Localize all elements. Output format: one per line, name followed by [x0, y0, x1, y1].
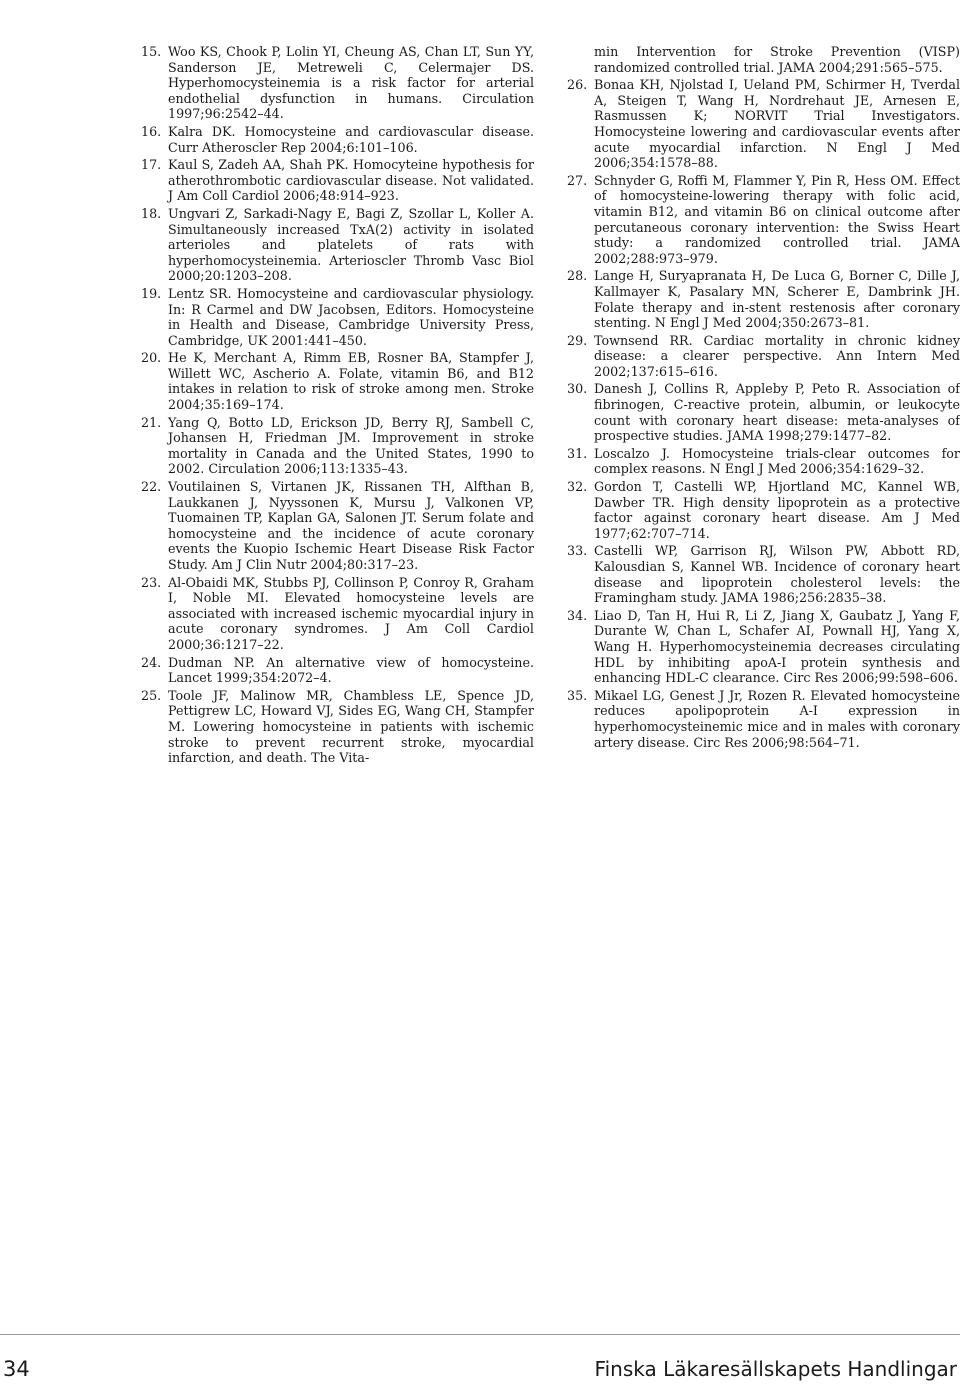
reference-text: Liao D, Tan H, Hui R, Li Z, Jiang X, Gaubatz J, Yang F, Durante W, Chan L, Schafer AI, Pownall HJ, Yang X, Wang H. Hyperhomocysteinemia decreases circulating HDL by inhibiting apoA-I protein synthesis and enhancing HDL-C clearance. Circ Res 2006;99:598–606. — [594, 607, 960, 686]
reference-text: Ungvari Z, Sarkadi-Nagy E, Bagi Z, Szollar L, Koller A. Simultaneously increased TxA(2) activity in isolated arterioles and platelets of rats with hyperhomocysteinemia. Arterioscler Thromb Vasc Biol 2000;20:1203–208. — [168, 205, 534, 284]
page-number: 34 — [3, 1357, 30, 1381]
reference-item — [567, 77, 960, 171]
reference-number: 16. — [141, 123, 162, 139]
reference-text: Mikael LG, Genest J Jr, Rozen R. Elevated homocysteine reduces apolipoprotein A-I expression in hyperhomocysteinemic mice and in males with coronary artery disease. Circ Res 2006;98:564–71. — [594, 687, 960, 750]
reference-text: Dudman NP. An alternative view of homocysteine. Lancet 1999;354:2072–4. — [168, 654, 534, 686]
reference-text: Voutilainen S, Virtanen JK, Rissanen TH, Alfthan B, Laukkanen J, Nyyssonen K, Mursu J, Valkonen VP, Tuomainen TP, Kaplan GA, Salonen JT. Serum folate and homocysteine and the incidence of acute coronary events the Kuopio Ischemic Heart Disease Risk Factor Study. Am J Clin Nutr 2004;80:317–23. — [168, 479, 534, 572]
reference-item — [141, 655, 534, 686]
references-left-column — [141, 44, 534, 768]
reference-item — [567, 543, 960, 605]
reference-item — [141, 124, 534, 155]
reference-text: Al-Obaidi MK, Stubbs PJ, Collinson P, Conroy R, Graham I, Noble MI. Elevated homocysteine levels are associated with increased ischemic myocardial injury in acute coronary syndromes. J Am Coll Cardiol 2000;36:1217–22. — [168, 574, 534, 652]
reference-text: Loscalzo J. Homocysteine trials-clear outcomes for complex reasons. N Engl J Med 2006;354:1629–32. — [594, 445, 960, 477]
reference-number: 19. — [141, 285, 162, 301]
reference-number: 24. — [141, 654, 162, 670]
reference-number: 31. — [567, 445, 588, 461]
reference-item — [141, 575, 534, 653]
reference-number: 35. — [567, 687, 588, 703]
reference-text: Townsend RR. Cardiac mortality in chronic kidney disease: a clearer perspective. Ann Intern Med 2002;137:615–616. — [594, 332, 960, 379]
reference-number: 32. — [567, 479, 588, 495]
reference-item — [567, 173, 960, 267]
reference-item — [567, 479, 960, 541]
reference-text: He K, Merchant A, Rimm EB, Rosner BA, Stampfer J, Willett WC, Ascherio A. Folate, vitamin B6, and B12 intakes in relation to risk of stroke among men. Stroke 2004;35:169–174. — [168, 350, 534, 413]
reference-number: 18. — [141, 205, 162, 221]
reference-item — [141, 688, 534, 766]
reference-text: Bonaa KH, Njolstad I, Ueland PM, Schirmer H, Tverdal A, Steigen T, Wang H, Nordrehaut JE, Arnesen E, Rasmussen K; NORVIT Trial Investigators. Homocysteine lowering and cardiovascular events after acute myocardial infarction. N Engl J Med 2006;354:1578–88. — [594, 77, 960, 171]
reference-number: 21. — [141, 414, 162, 430]
reference-number: 28. — [567, 268, 588, 284]
reference-number: 27. — [567, 172, 588, 188]
reference-item — [141, 479, 534, 573]
reference-number: 22. — [141, 479, 162, 495]
reference-item — [567, 268, 960, 330]
reference-item — [141, 286, 534, 348]
reference-number: 33. — [567, 543, 588, 559]
reference-number: 34. — [567, 607, 588, 623]
reference-text: Castelli WP, Garrison RJ, Wilson PW, Abbott RD, Kalousdian S, Kannel WB. Incidence of coronary heart disease and lipoprotein cholesterol levels: the Framingham study. JAMA 1986;256:2835–38. — [594, 543, 960, 606]
reference-text: Lentz SR. Homocysteine and cardiovascular physiology. In: R Carmel and DW Jacobsen, Editors. Homocysteine in Health and Disease, Cambridge University Press, Cambridge, UK 2001:441–450. — [168, 285, 534, 348]
reference-item — [567, 446, 960, 477]
reference-number: 17. — [141, 157, 162, 173]
reference-number: 23. — [141, 574, 162, 590]
reference-number: 30. — [567, 381, 588, 397]
reference-item — [141, 415, 534, 477]
reference-number: 20. — [141, 350, 162, 366]
reference-text: Kalra DK. Homocysteine and cardiovascular disease. Curr Atheroscler Rep 2004;6:101–106. — [168, 123, 534, 155]
reference-number: 15. — [141, 44, 162, 59]
reference-item — [141, 157, 534, 204]
reference-item — [567, 333, 960, 380]
reference-item — [567, 608, 960, 686]
journal-name: Finska Läkaresällskapets Handlingar — [594, 1357, 957, 1381]
reference-item — [567, 688, 960, 750]
reference-text: Kaul S, Zadeh AA, Shah PK. Homocyteine hypothesis for atherothrombotic cardiovascular disease. Not validated. J Am Coll Cardiol 2006;48:914–923. — [168, 157, 534, 204]
reference-continuation: min Intervention for Stroke Prevention (VISP) randomized controlled trial. JAMA 2004;291:565–575. — [594, 44, 960, 75]
reference-item — [141, 44, 534, 122]
reference-number: 29. — [567, 332, 588, 348]
reference-text: Lange H, Suryapranata H, De Luca G, Borner C, Dille J, Kallmayer K, Pasalary MN, Scherer E, Dambrink JH. Folate therapy and in-stent restenosis after coronary stenting. N Engl J Med 2004;350:2673–81. — [594, 268, 960, 331]
reference-number: 25. — [141, 687, 162, 703]
reference-text: Gordon T, Castelli WP, Hjortland MC, Kannel WB, Dawber TR. High density lipoprotein as a protective factor against coronary heart disease. Am J Med 1977;62:707–714. — [594, 479, 960, 541]
reference-text: Yang Q, Botto LD, Erickson JD, Berry RJ, Sambell C, Johansen H, Friedman JM. Improvement in stroke mortality in Canada and the United States, 1990 to 2002. Circulation 2006;113:1335–43. — [168, 414, 534, 477]
footer-divider — [0, 1334, 960, 1335]
reference-text: Schnyder G, Roffi M, Flammer Y, Pin R, Hess OM. Effect of homocysteine-lowering therapy with folic acid, vitamin B12, and vitamin B6 on clinical outcome after percutaneous coronary intervention: the Swiss Heart study: a randomized controlled trial. JAMA 2002;288:973–979. — [594, 172, 960, 266]
reference-number: 26. — [567, 77, 588, 93]
reference-item — [141, 206, 534, 284]
reference-text: Danesh J, Collins R, Appleby P, Peto R. Association of fibrinogen, C-reactive protein, albumin, or leukocyte count with coronary heart disease: meta-analyses of prospective studies. JAMA 1998;279:1477–82. — [594, 381, 960, 444]
reference-text: Woo KS, Chook P, Lolin YI, Cheung AS, Chan LT, Sun YY, Sanderson JE, Metreweli C, Celermajer DS. Hyperhomocysteinemia is a risk factor for arterial endothelial dysfunction in humans. Circulation 1997;96:2542–44. — [168, 44, 534, 122]
reference-text: Toole JF, Malinow MR, Chambless LE, Spence JD, Pettigrew LC, Howard VJ, Sides EG, Wang CH, Stampfer M. Lowering homocysteine in patients with ischemic stroke to prevent recurrent stroke, myocardial infarction, and death. The Vita- — [168, 687, 534, 766]
reference-item — [567, 381, 960, 443]
references-right-column — [567, 44, 960, 752]
reference-item — [141, 350, 534, 412]
